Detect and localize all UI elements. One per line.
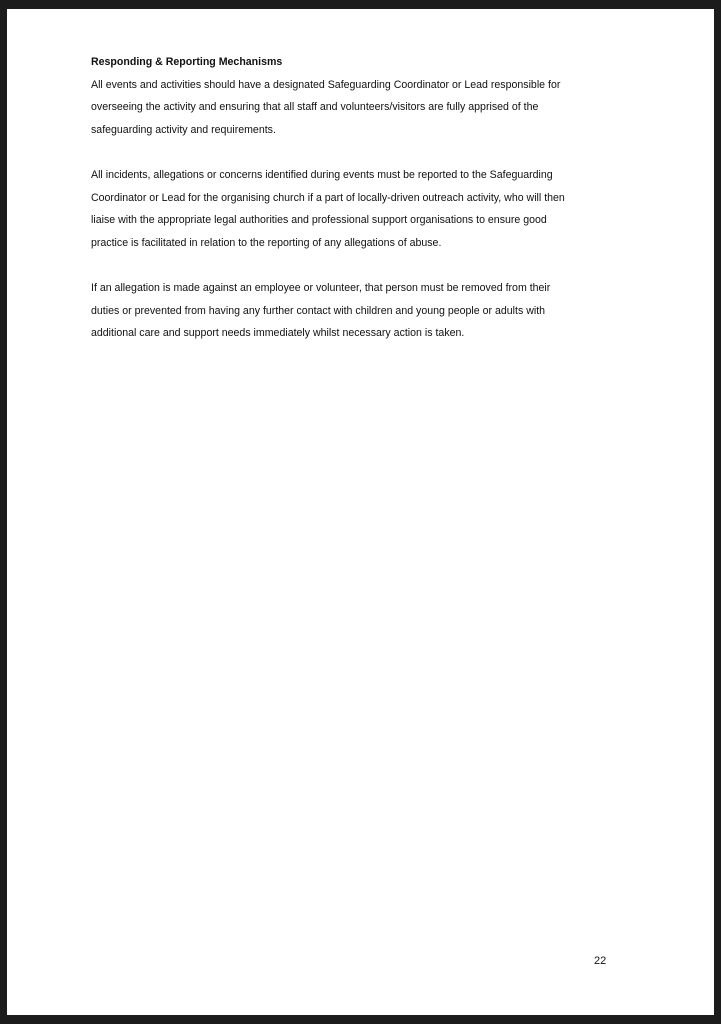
section-heading: Responding & Reporting Mechanisms [91,56,283,68]
paragraph-allegation: If an allegation is made against an employee or volunteer, that person must be removed from their duties or prevented from having any further contact with children and young people or adults with additional care and support needs immediately whilst necessary action is taken. [91,281,551,340]
page-content [91,51,651,367]
paragraph-reporting: All incidents, allegations or concerns identified during events must be reported to the Safeguarding Coordinator or Lead for the organising church if a part of locally-driven outreach activity, who will then liaise with the appropriate legal authorities and professional support organisations to ensure good practice is facilitated in relation to the reporting of any allegations of abuse. [91,168,565,249]
paragraph-coordinator: All events and activities should have a designated Safeguarding Coordinator or Lead responsible for overseeing the activity and ensuring that all staff and volunteers/visitors are fully apprised of the safeguarding activity and requirements. [91,78,561,136]
page-number: 22 [594,955,607,967]
document-page [7,9,714,1015]
